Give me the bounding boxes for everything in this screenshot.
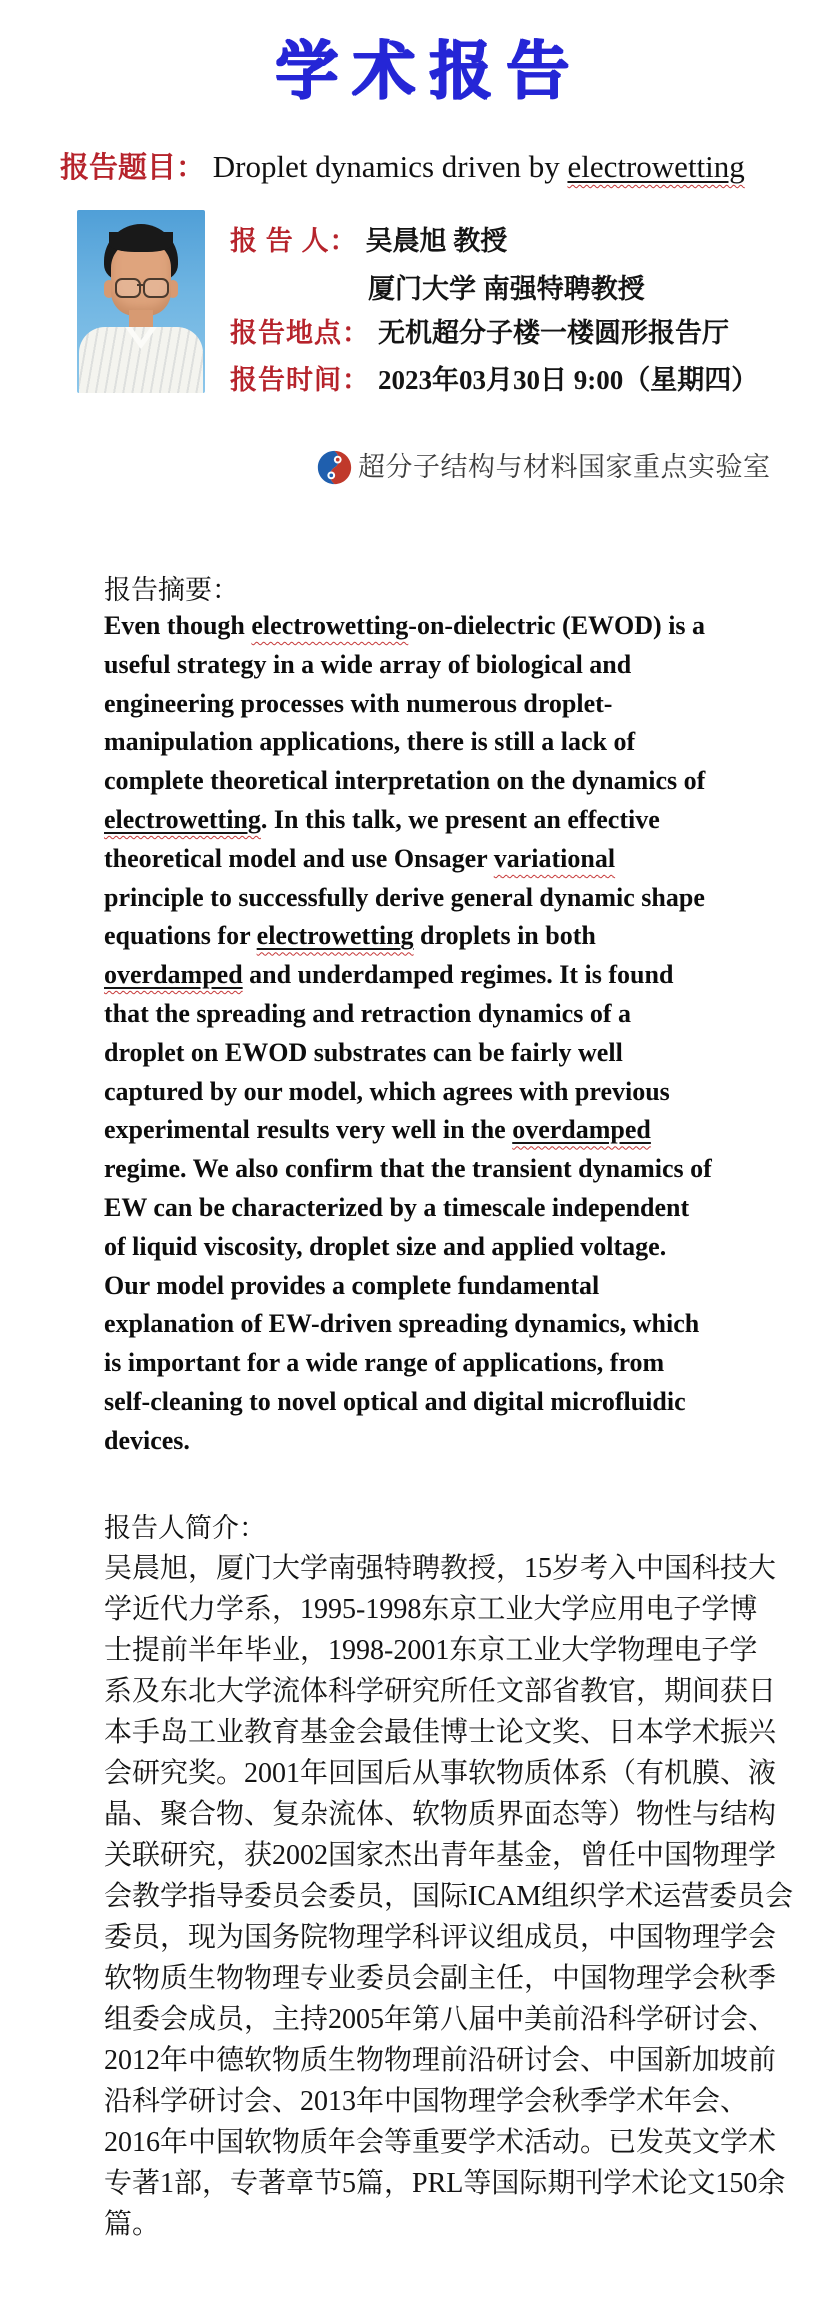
photo-glasses bbox=[143, 278, 169, 298]
bio-line: 软物质生物物理专业委员会副主任，中国物理学会秋季 bbox=[104, 1963, 777, 1994]
lab-logo-icon bbox=[314, 449, 355, 486]
abstract-line: is important for a wide range of applications, from bbox=[104, 1348, 665, 1378]
lab-branding bbox=[314, 449, 771, 486]
abstract-line: of liquid viscosity, droplet size and applied voltage. bbox=[104, 1231, 667, 1261]
abstract-line: that the spreading and retraction dynamics of a bbox=[104, 998, 631, 1028]
location-value: 无机超分子楼一楼圆形报告厅 bbox=[378, 318, 729, 348]
abstract-line: droplet on EWOD substrates can be fairly well bbox=[104, 1037, 623, 1067]
bio-line: 晶、聚合物、复杂流体、软物质界面态等）物性与结构 bbox=[104, 1799, 777, 1830]
abstract-line: devices. bbox=[104, 1425, 190, 1455]
photo-hair-fringe bbox=[109, 232, 173, 252]
bio-line: 关联研究，获2002国家杰出青年基金，曾任中国物理学 bbox=[104, 1840, 777, 1871]
photo-shirt bbox=[79, 327, 203, 393]
abstract-line: complete theoretical interpretation on the dynamics of bbox=[104, 766, 706, 796]
bio-line: 会教学指导委员会委员，国际ICAM组织学术运营委员会 bbox=[104, 1881, 794, 1912]
abstract-line: electrowetting. In this talk, we present an effective bbox=[104, 804, 660, 834]
abstract-line: equations for electrowetting droplets in both bbox=[104, 921, 596, 951]
bio-line: 本手岛工业教育基金会最佳博士论文奖、日本学术振兴 bbox=[104, 1717, 777, 1748]
topic-title-marked-word: electrowetting bbox=[567, 149, 745, 184]
bio-line: 委员，现为国务院物理学科评议组成员，中国物理学会 bbox=[104, 1922, 777, 1953]
bio-line: 组委会成员，主持2005年第八届中美前沿科学研讨会、 bbox=[104, 2004, 777, 2035]
abstract-line: engineering processes with numerous droplet- bbox=[104, 688, 613, 718]
abstract-heading: 报告摘要： bbox=[104, 575, 239, 605]
speaker-affiliation: 厦门大学 南强特聘教授 bbox=[368, 274, 645, 304]
bio-line: 会研究奖。2001年回国后从事软物质体系（有机膜、液 bbox=[104, 1758, 777, 1789]
abstract-line: experimental results very well in the overdamped bbox=[104, 1115, 651, 1145]
speaker-photo bbox=[77, 210, 205, 393]
abstract-line: principle to successfully derive general dynamic shape bbox=[104, 882, 705, 912]
topic-row bbox=[60, 148, 820, 187]
bio-line: 专著1部，专著章节5篇，PRL等国际期刊学术论文150余 bbox=[104, 2168, 786, 2199]
topic-label: 报告题目： bbox=[60, 152, 206, 184]
photo-glasses bbox=[115, 278, 141, 298]
speaker-name: 吴晨旭 教授 bbox=[365, 226, 508, 256]
abstract-line: overdamped and underdamped regimes. It is found bbox=[104, 960, 674, 990]
abstract-line: self-cleaning to novel optical and digital microfluidic bbox=[104, 1386, 686, 1416]
speaker-label: 报 告 人： bbox=[230, 226, 358, 256]
abstract-line: explanation of EW-driven spreading dynamics, which bbox=[104, 1309, 700, 1339]
time-label: 报告时间： bbox=[230, 365, 370, 395]
abstract-line: captured by our model, which agrees with previous bbox=[104, 1076, 670, 1106]
abstract-line: useful strategy in a wide array of biological and bbox=[104, 649, 632, 679]
location-label: 报告地点： bbox=[230, 318, 370, 348]
bio-line: 系及东北大学流体科学研究所任文部省教官，期间获日 bbox=[104, 1676, 777, 1707]
speaker-row bbox=[230, 224, 507, 258]
photo-glasses-bridge bbox=[137, 284, 145, 286]
location-row bbox=[230, 316, 729, 350]
abstract-text bbox=[104, 607, 804, 1461]
bio-line: 2016年中国软物质年会等重要学术活动。已发英文学术 bbox=[104, 2127, 777, 2158]
bio-line: 2012年中德软物质生物物理前沿研讨会、中国新加坡前 bbox=[104, 2045, 777, 2076]
bio-text bbox=[104, 1548, 814, 2245]
time-value: 2023年03月30日 9:00（星期四） bbox=[378, 365, 759, 395]
bio-line: 沿科学研讨会、2013年中国物理学会秋季学术年会、 bbox=[104, 2086, 749, 2117]
abstract-line: theoretical model and use Onsager variational bbox=[104, 843, 616, 873]
topic-title-text: Droplet dynamics driven by bbox=[212, 149, 568, 184]
lab-name: 超分子结构与材料国家重点实验室 bbox=[358, 452, 771, 482]
abstract-line: Even though electrowetting-on-dielectric (EWOD) is a bbox=[104, 611, 706, 640]
bio-heading: 报告人简介： bbox=[104, 1513, 266, 1543]
abstract-line: EW can be characterized by a timescale independent bbox=[104, 1192, 690, 1222]
abstract-line: manipulation applications, there is still a lack of bbox=[104, 727, 636, 757]
time-row bbox=[230, 363, 758, 397]
abstract-line: regime. We also confirm that the transient dynamics of bbox=[104, 1154, 712, 1184]
abstract-line: Our model provides a complete fundamental bbox=[104, 1270, 600, 1300]
bio-line: 学近代力学系，1995-1998东京工业大学应用电子学博 bbox=[104, 1594, 758, 1625]
bio-line: 士提前半年毕业，1998-2001东京工业大学物理电子学 bbox=[104, 1635, 758, 1666]
bio-line: 吴晨旭，厦门大学南强特聘教授，15岁考入中国科技大 bbox=[104, 1553, 777, 1584]
page-title: 学术报告 bbox=[274, 36, 583, 106]
bio-line: 篇。 bbox=[104, 2209, 161, 2240]
